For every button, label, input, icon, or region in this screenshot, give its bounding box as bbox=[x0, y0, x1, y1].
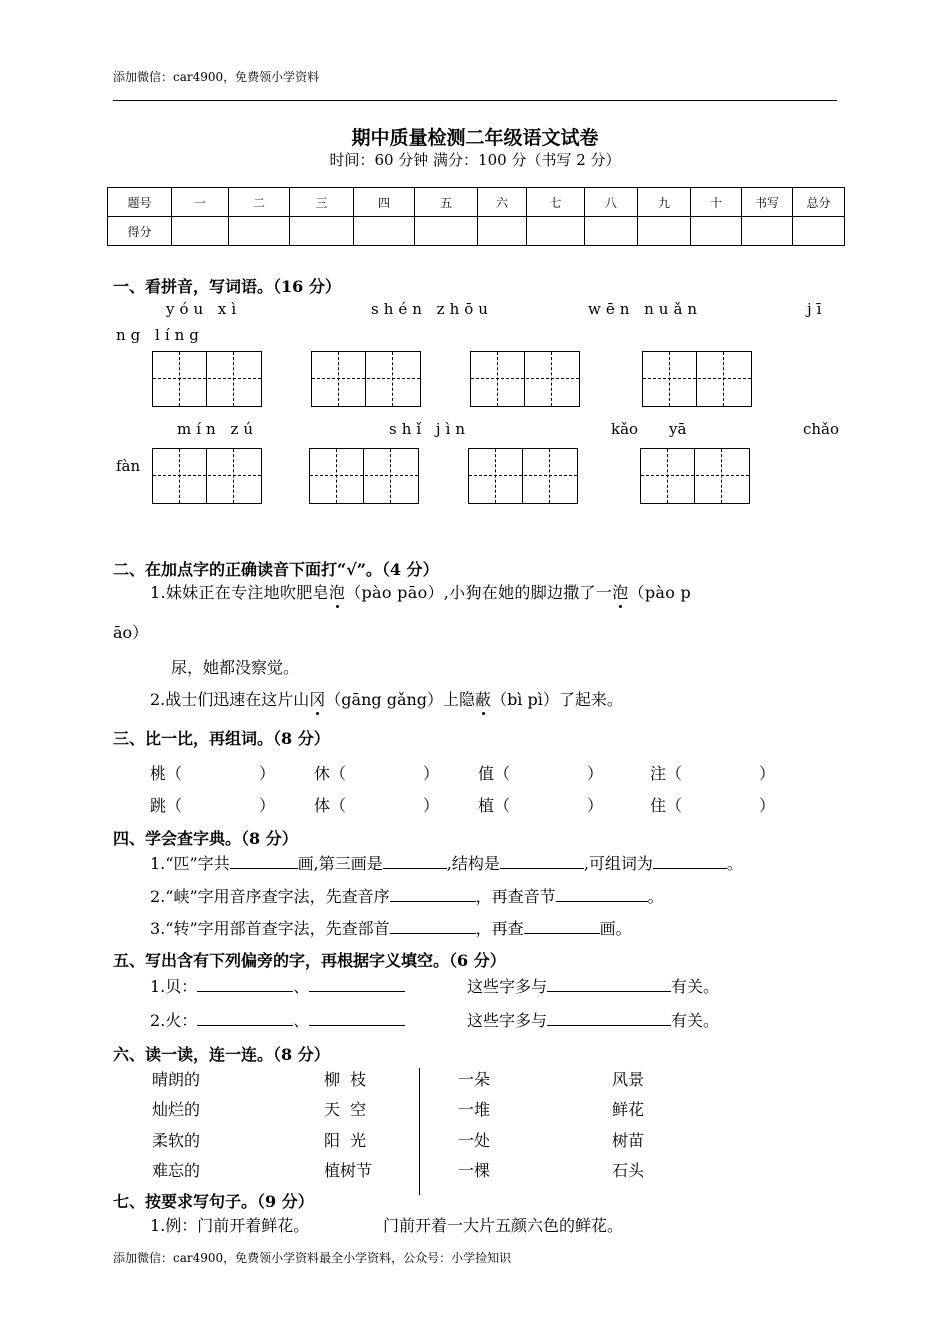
page-title: 期中质量检测二年级语文试卷 bbox=[351, 127, 599, 149]
question-text: 画,第三画是 bbox=[297, 854, 383, 873]
question-5-2 bbox=[150, 1008, 405, 1031]
writing-grid[interactable] bbox=[642, 351, 752, 407]
score-table-header-row bbox=[108, 188, 845, 217]
question-text: （bì pì）了起来。 bbox=[491, 690, 623, 709]
score-header-cell: 题号 bbox=[108, 188, 172, 217]
question-text: ,结构是 bbox=[446, 854, 500, 873]
section-1-heading: 一、看拼音，写词语。（16 分） bbox=[113, 277, 341, 296]
question-2-2 bbox=[150, 687, 623, 710]
question-text: 尿，她都没察觉。 bbox=[171, 658, 300, 677]
score-cell[interactable] bbox=[415, 217, 478, 246]
question-text: 2.战士们迅速在这片山 bbox=[150, 690, 310, 709]
match-item[interactable]: 鲜花 bbox=[612, 1100, 645, 1119]
compare-blank[interactable]: ） bbox=[423, 796, 440, 815]
question-text: āo） bbox=[113, 623, 149, 642]
section-4-heading: 四、学会查字典。（8 分） bbox=[113, 829, 298, 848]
match-item[interactable]: 灿烂的 bbox=[152, 1100, 201, 1119]
score-header-cell: 二 bbox=[229, 188, 290, 217]
pinyin-label: yā bbox=[669, 420, 687, 438]
answer-blank[interactable] bbox=[230, 852, 298, 869]
dotted-char: 蔽 bbox=[475, 687, 491, 710]
score-header-cell: 八 bbox=[585, 188, 638, 217]
pinyin-label: chǎo bbox=[803, 420, 840, 438]
header-divider bbox=[113, 100, 837, 101]
writing-grid[interactable] bbox=[640, 448, 750, 504]
score-cell[interactable] bbox=[527, 217, 585, 246]
score-header-cell: 书写 bbox=[742, 188, 793, 217]
question-text: （gāng gǎng）上隐 bbox=[325, 690, 476, 709]
score-cell[interactable] bbox=[478, 217, 527, 246]
score-header-cell: 九 bbox=[638, 188, 691, 217]
compare-blank[interactable]: ） bbox=[759, 764, 776, 783]
answer-blank[interactable] bbox=[309, 975, 405, 992]
question-text: 有关。 bbox=[671, 1011, 720, 1030]
question-text: 。 bbox=[647, 887, 664, 906]
match-item[interactable]: 一堆 bbox=[458, 1100, 491, 1119]
score-header-cell: 总分 bbox=[793, 188, 845, 217]
compare-blank[interactable]: ） bbox=[259, 796, 276, 815]
example-sentence: 门前开着一大片五颜六色的鲜花。 bbox=[383, 1216, 624, 1235]
compare-char: 住（ bbox=[650, 796, 683, 815]
match-item[interactable]: 阳 光 bbox=[324, 1131, 367, 1150]
section-6-heading: 六、读一读，连一连。（8 分） bbox=[113, 1045, 330, 1064]
score-cell[interactable] bbox=[793, 217, 845, 246]
question-text: 1.“匹”字共 bbox=[150, 854, 230, 873]
compare-char: 注（ bbox=[650, 764, 683, 783]
match-item[interactable]: 风景 bbox=[612, 1070, 645, 1089]
section-7-heading: 七、按要求写句子。（9 分） bbox=[113, 1192, 314, 1211]
pinyin-label: kǎo bbox=[611, 420, 639, 438]
match-item[interactable]: 石头 bbox=[612, 1161, 645, 1180]
compare-char: 体（ bbox=[314, 796, 347, 815]
compare-blank[interactable]: ） bbox=[259, 764, 276, 783]
score-cell[interactable] bbox=[638, 217, 691, 246]
question-text: 。 bbox=[726, 854, 743, 873]
pinyin-label: yóu xì bbox=[166, 300, 242, 318]
answer-blank[interactable] bbox=[197, 975, 293, 992]
footer-note: 添加微信：car4900，免费领小学资料最全小学资料，公众号：小学捡知识 bbox=[113, 1251, 512, 1265]
score-cell[interactable] bbox=[742, 217, 793, 246]
question-text: 、 bbox=[293, 1011, 310, 1030]
section-5-heading: 五、写出含有下列偏旁的字，再根据字义填空。（6 分） bbox=[113, 951, 506, 970]
writing-grid[interactable] bbox=[152, 448, 262, 504]
question-text: ，再查 bbox=[475, 919, 524, 938]
score-row-label: 得分 bbox=[108, 217, 172, 246]
score-cell[interactable] bbox=[172, 217, 229, 246]
match-item[interactable]: 一棵 bbox=[458, 1161, 491, 1180]
question-text: （pào p bbox=[628, 583, 692, 602]
header-note: 添加微信：car4900，免费领小学资料 bbox=[113, 70, 320, 84]
question-text: 这些字多与 bbox=[467, 1011, 548, 1030]
question-text: 这些字多与 bbox=[467, 977, 548, 996]
section-3-heading: 三、比一比，再组词。（8 分） bbox=[113, 729, 330, 748]
score-header-cell: 七 bbox=[527, 188, 585, 217]
score-header-cell: 六 bbox=[478, 188, 527, 217]
match-item[interactable]: 树苗 bbox=[612, 1131, 645, 1150]
compare-blank[interactable]: ） bbox=[759, 796, 776, 815]
column-divider bbox=[419, 1068, 420, 1195]
question-5-1 bbox=[150, 974, 405, 997]
answer-blank[interactable] bbox=[383, 852, 447, 869]
question-text: 画。 bbox=[599, 919, 632, 938]
score-header-cell: 十 bbox=[691, 188, 742, 217]
score-cell[interactable] bbox=[585, 217, 638, 246]
question-text: ，再查音节 bbox=[475, 887, 556, 906]
answer-blank[interactable] bbox=[556, 885, 648, 902]
match-item[interactable]: 天 空 bbox=[324, 1100, 367, 1119]
score-cell[interactable] bbox=[691, 217, 742, 246]
question-5-1-tail bbox=[467, 974, 719, 997]
compare-char: 跳（ bbox=[150, 796, 183, 815]
compare-char: 值（ bbox=[478, 764, 511, 783]
compare-char: 植（ bbox=[478, 796, 511, 815]
match-item[interactable]: 柳 枝 bbox=[324, 1070, 367, 1089]
score-header-cell: 三 bbox=[290, 188, 354, 217]
pinyin-label: shén zhōu bbox=[371, 300, 493, 318]
question-text: 3.“转”字用部首查字法，先查部首 bbox=[150, 919, 390, 938]
question-text: 有关。 bbox=[671, 977, 720, 996]
match-item[interactable]: 难忘的 bbox=[152, 1161, 201, 1180]
writing-grid[interactable] bbox=[309, 448, 419, 504]
page-subtitle: 时间：60 分钟 满分：100 分（书写 2 分） bbox=[329, 151, 621, 169]
dotted-char: 冈 bbox=[309, 687, 325, 710]
question-text: ,可组词为 bbox=[583, 854, 653, 873]
pinyin-label: fàn bbox=[116, 457, 141, 475]
question-2-1 bbox=[150, 580, 691, 603]
match-item[interactable]: 柔软的 bbox=[152, 1131, 201, 1150]
compare-blank[interactable]: ） bbox=[587, 764, 604, 783]
compare-blank[interactable]: ） bbox=[423, 764, 440, 783]
example-sentence: 1.例：门前开着鲜花。 bbox=[150, 1216, 310, 1235]
score-cell[interactable] bbox=[290, 217, 354, 246]
answer-blank[interactable] bbox=[653, 852, 727, 869]
writing-grid[interactable] bbox=[311, 351, 421, 407]
question-5-2-tail bbox=[467, 1008, 719, 1031]
score-header-cell: 五 bbox=[415, 188, 478, 217]
compare-blank[interactable]: ） bbox=[587, 796, 604, 815]
question-4-3 bbox=[150, 916, 632, 939]
answer-blank[interactable] bbox=[547, 975, 671, 992]
compare-char: 休（ bbox=[314, 764, 347, 783]
match-item[interactable]: 一处 bbox=[458, 1131, 491, 1150]
dotted-char: 泡 bbox=[612, 580, 628, 603]
answer-blank[interactable] bbox=[390, 917, 476, 934]
answer-blank[interactable] bbox=[197, 1009, 293, 1026]
score-table bbox=[107, 187, 845, 246]
match-item[interactable]: 一朵 bbox=[458, 1070, 491, 1089]
answer-blank[interactable] bbox=[524, 917, 600, 934]
writing-grid[interactable] bbox=[470, 351, 580, 407]
question-4-2 bbox=[150, 884, 664, 907]
pinyin-label: wēn nuǎn bbox=[588, 300, 703, 318]
section-2-heading: 二、在加点字的正确读音下面打“√”。（4 分） bbox=[113, 560, 439, 579]
answer-blank[interactable] bbox=[309, 1009, 405, 1026]
score-header-cell: 四 bbox=[354, 188, 415, 217]
question-text: 1.贝： bbox=[150, 977, 198, 996]
answer-blank[interactable] bbox=[547, 1009, 671, 1026]
match-item[interactable]: 植树节 bbox=[324, 1161, 373, 1180]
question-text: 2.火： bbox=[150, 1011, 198, 1030]
pinyin-label: ng líng bbox=[116, 326, 204, 344]
question-4-1 bbox=[150, 851, 743, 874]
pinyin-label: jī bbox=[807, 300, 827, 318]
match-item[interactable]: 晴朗的 bbox=[152, 1070, 201, 1089]
score-header-cell: 一 bbox=[172, 188, 229, 217]
writing-grid[interactable] bbox=[468, 448, 578, 504]
score-table-score-row bbox=[108, 217, 845, 246]
score-cell[interactable] bbox=[229, 217, 290, 246]
pinyin-label: shǐ jìn bbox=[389, 420, 471, 438]
writing-grid[interactable] bbox=[152, 351, 262, 407]
question-text: 2.“峡”字用音序查字法，先查音序 bbox=[150, 887, 390, 906]
dotted-char: 泡 bbox=[329, 580, 345, 603]
pinyin-label: mín zú bbox=[177, 420, 259, 438]
answer-blank[interactable] bbox=[500, 852, 584, 869]
score-cell[interactable] bbox=[354, 217, 415, 246]
question-text: （pào pāo）,小狗在她的脚边撒了一 bbox=[345, 583, 613, 602]
question-text: 1.妹妹正在专注地吹肥皂 bbox=[150, 583, 329, 602]
question-text: 、 bbox=[293, 977, 310, 996]
compare-char: 桃（ bbox=[150, 764, 183, 783]
answer-blank[interactable] bbox=[390, 885, 476, 902]
